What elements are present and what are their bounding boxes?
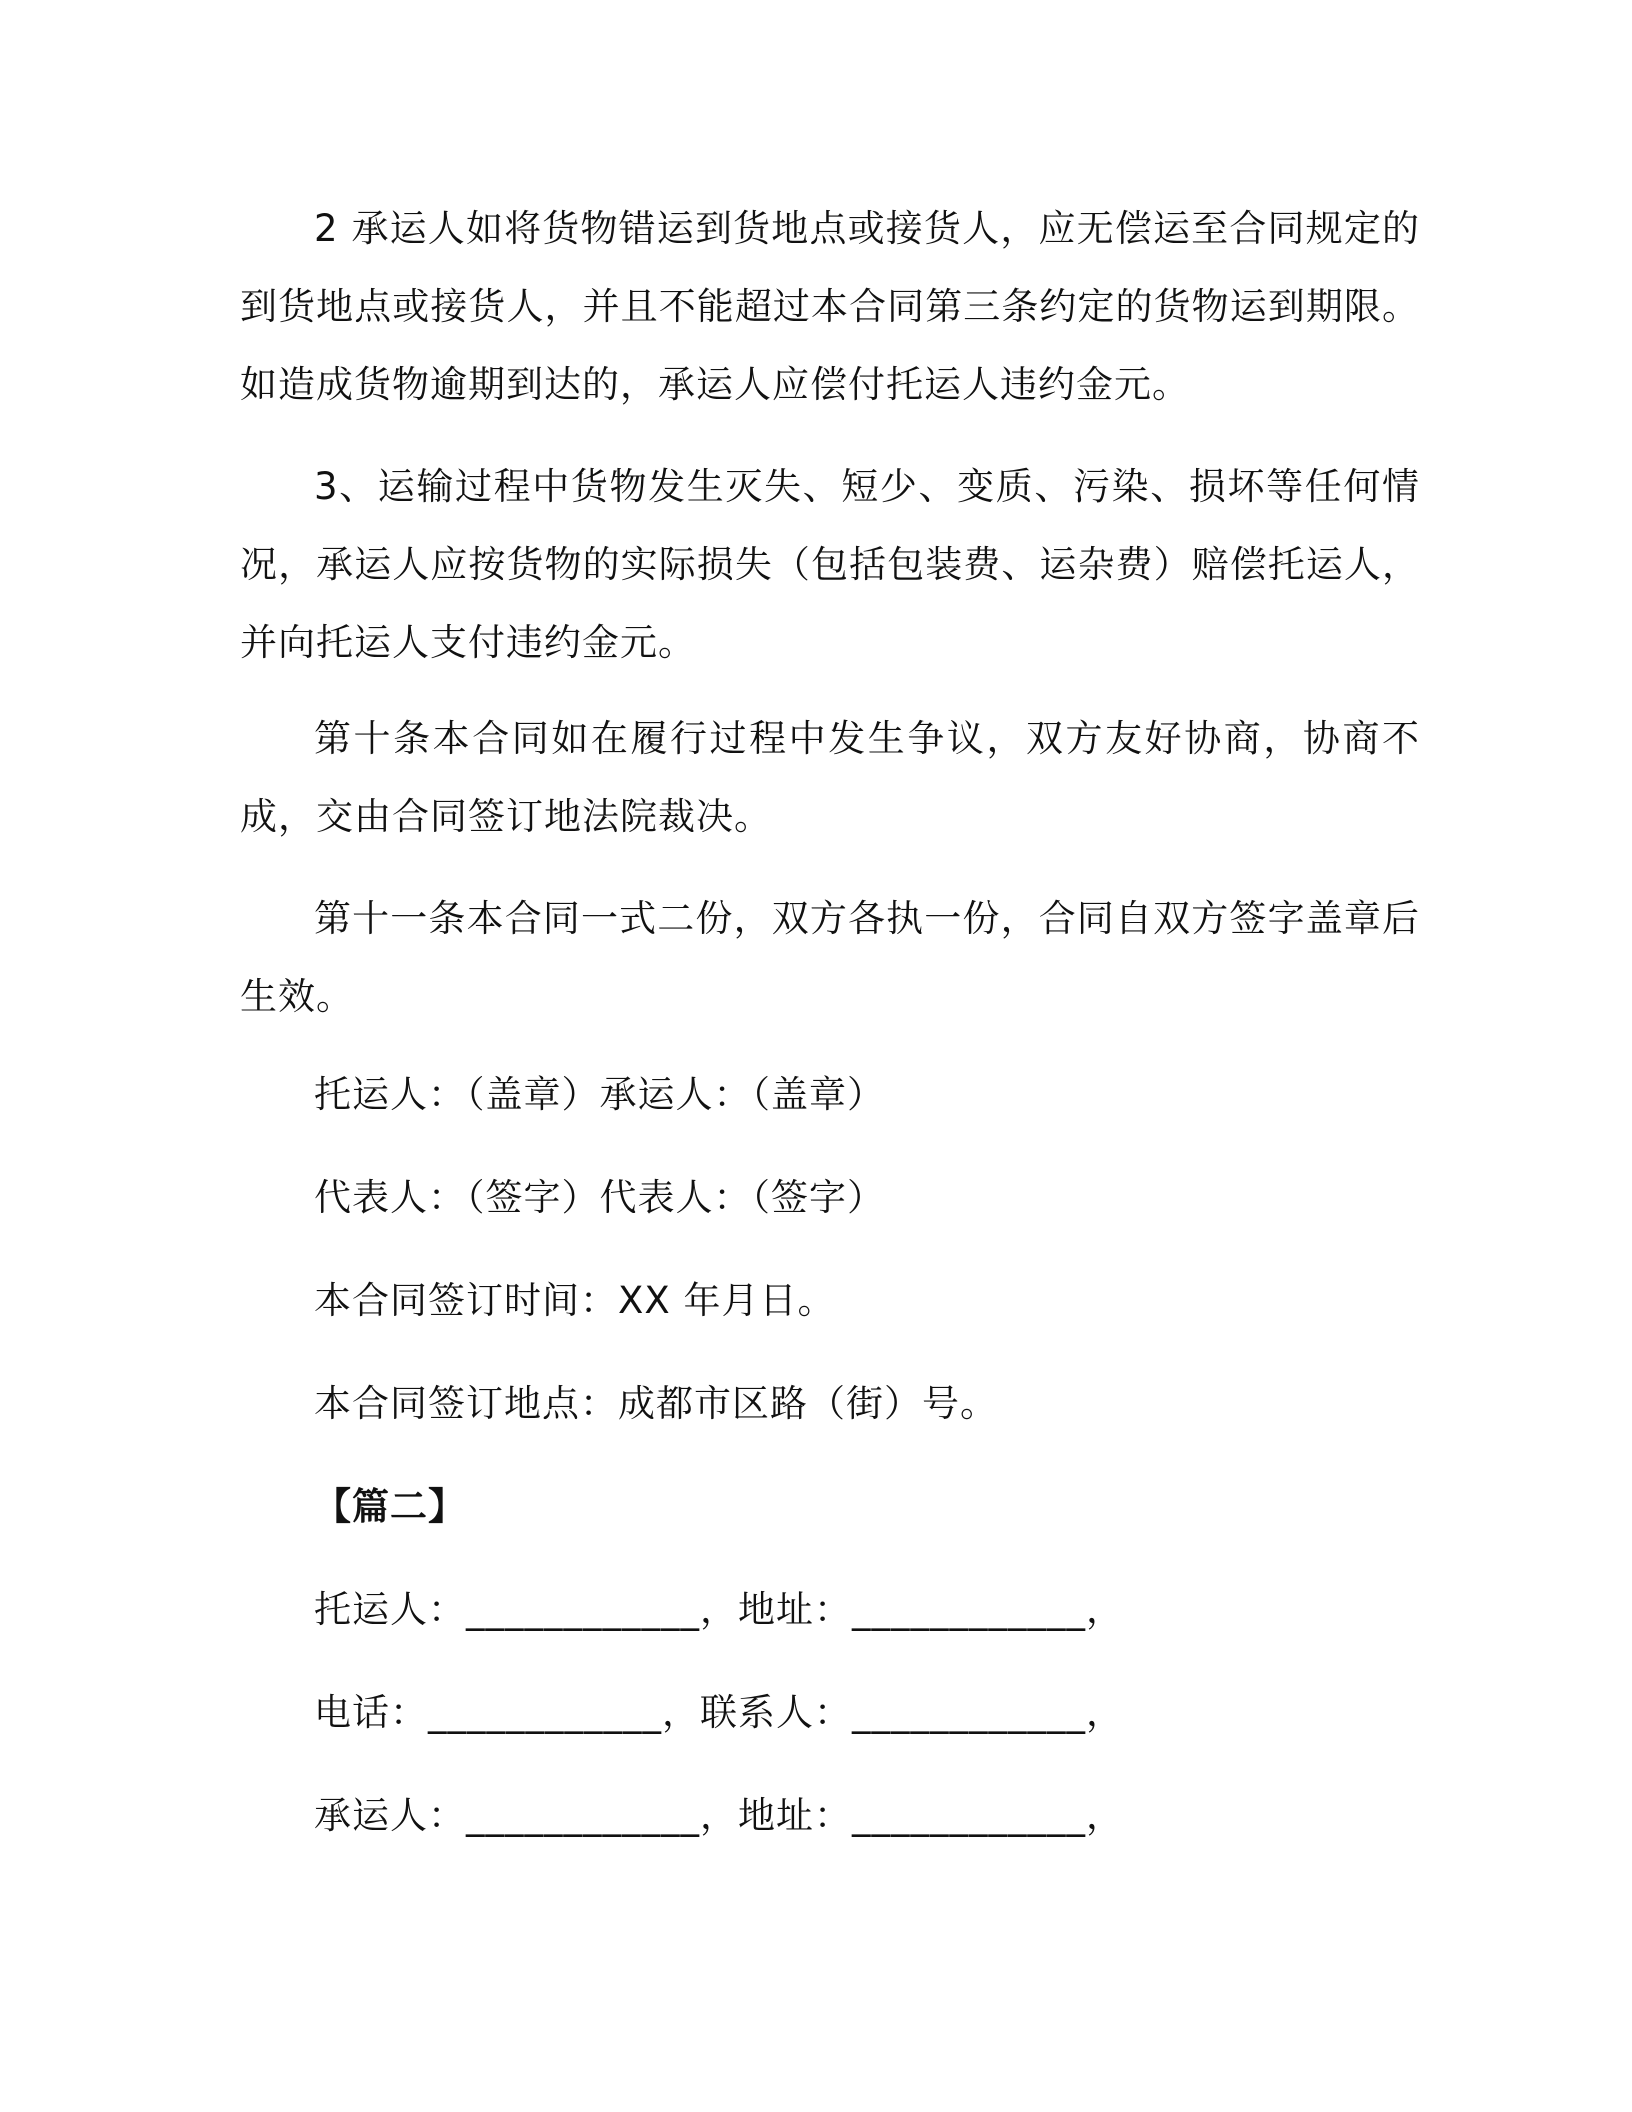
clause-9-item-3: 3、运输过程中货物发生灭失、短少、变质、污染、损坏等任何情况，承运人应按货物的实际损失（包括包装费、运杂费）赔偿托运人，并向托运人支付违约金元。: [240, 465, 1420, 664]
clause-9-item-2: 2 承运人如将货物错运到货地点或接货人，应无偿运至合同规定的到货地点或接货人，并且不能超过本合同第三条约定的货物运到期限。如造成货物逾期到达的，承运人应偿付托运人违约金元。: [240, 207, 1420, 406]
clause-11: 第十一条本合同一式二份，双方各执一份，合同自双方签字盖章后生效。: [240, 897, 1420, 1018]
phone-field-line: 电话：____________，联系人：____________，: [314, 1691, 1124, 1734]
carrier-field-line: 承运人：____________，地址：____________，: [314, 1794, 1124, 1837]
sign-line: 代表人：（签字）代表人：（签字）: [314, 1176, 885, 1219]
clause-10: 第十条本合同如在履行过程中发生争议，双方友好协商，协商不成，交由合同签订地法院裁决。: [240, 717, 1420, 838]
signing-place: 本合同签订地点：成都市区路（街）号。: [314, 1382, 998, 1425]
seal-line: 托运人：（盖章）承运人：（盖章）: [314, 1073, 885, 1116]
section-heading: 【篇二】: [314, 1485, 466, 1528]
signing-date: 本合同签订时间：XX 年月日。: [314, 1279, 836, 1322]
shipper-field-line: 托运人：____________，地址：____________，: [314, 1588, 1124, 1631]
